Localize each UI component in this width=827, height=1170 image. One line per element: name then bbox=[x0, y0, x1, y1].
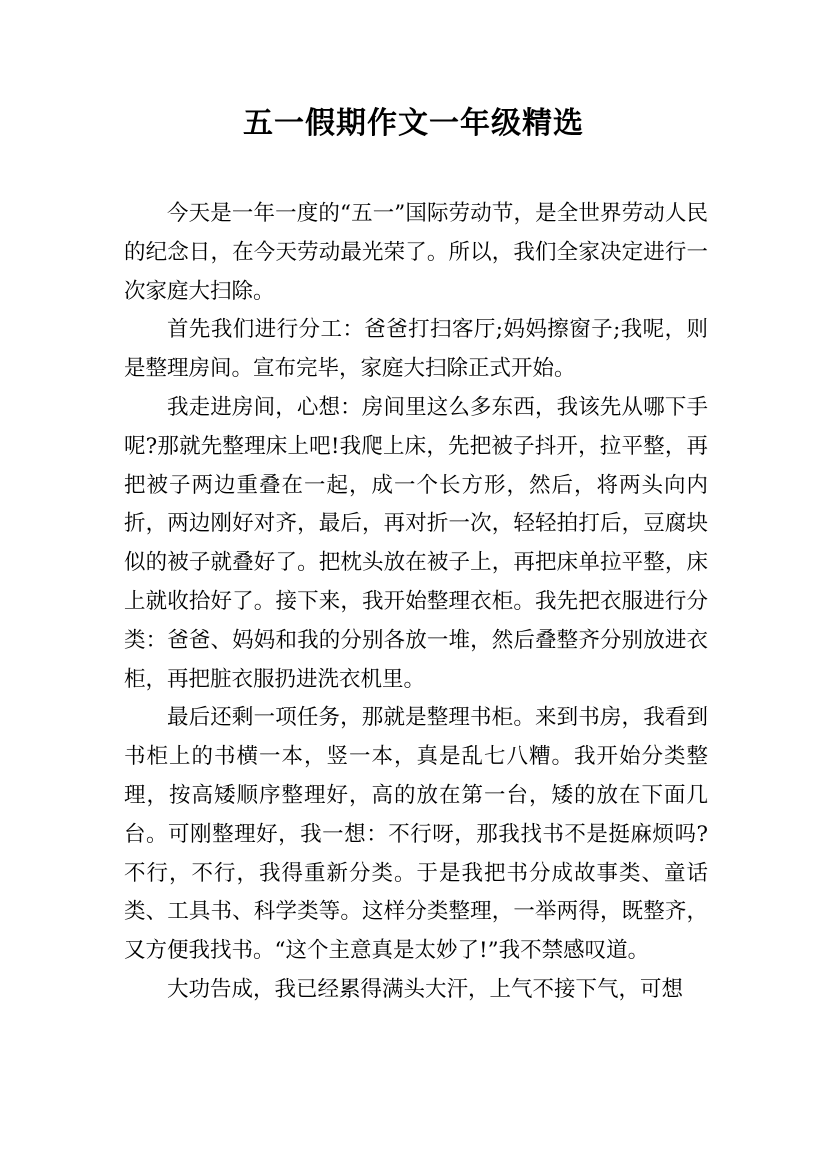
paragraph-3: 我走进房间，心想：房间里这么多东西，我该先从哪下手呢?那就先整理床上吧!我爬上床，先把被子抖开，拉平整，再把被子两边重叠在一起，成一个长方形，然后，将两头向内折，两边刚好对齐，最后，再对折一次，轻轻拍打后，豆腐块似的被子就叠好了。把枕头放在被子上，再把床单拉平整，床上就收拾好了。接下来，我开始整理衣柜。我先把衣服进行分类：爸爸、妈妈和我的分别各放一堆，然后叠整齐分别放进衣柜，再把脏衣服扔进洗衣机里。 bbox=[124, 394, 708, 692]
paragraph-4: 最后还剩一项任务，那就是整理书柜。来到书房，我看到书柜上的书横一本，竖一本，真是乱七八糟。我开始分类整理，按高矮顺序整理好，高的放在第一台，矮的放在下面几台。可刚整理好，我一想：不行呀，那我找书不是挺麻烦吗?不行，不行，我得重新分类。于是我把书分成故事类、童话类、工具书、科学类等。这样分类整理，一举两得，既整齐，又方便我找书。“这个主意真是太妙了!”我不禁感叹道。 bbox=[124, 705, 708, 964]
document-title: 五一假期作文一年级精选 bbox=[243, 106, 584, 141]
paragraph-5: 大功告成，我已经累得满头大汗，上气不接下气，可想 bbox=[167, 976, 684, 1002]
document-body bbox=[124, 195, 708, 1010]
paragraph-1: 今天是一年一度的“五一”国际劳动节，是全世界劳动人民的纪念日，在今天劳动最光荣了。所以，我们全家决定进行一次家庭大扫除。 bbox=[124, 201, 708, 304]
paragraph-2: 首先我们进行分工：爸爸打扫客厅;妈妈擦窗子;我呢，则是整理房间。宣布完毕，家庭大扫除正式开始。 bbox=[124, 317, 708, 382]
